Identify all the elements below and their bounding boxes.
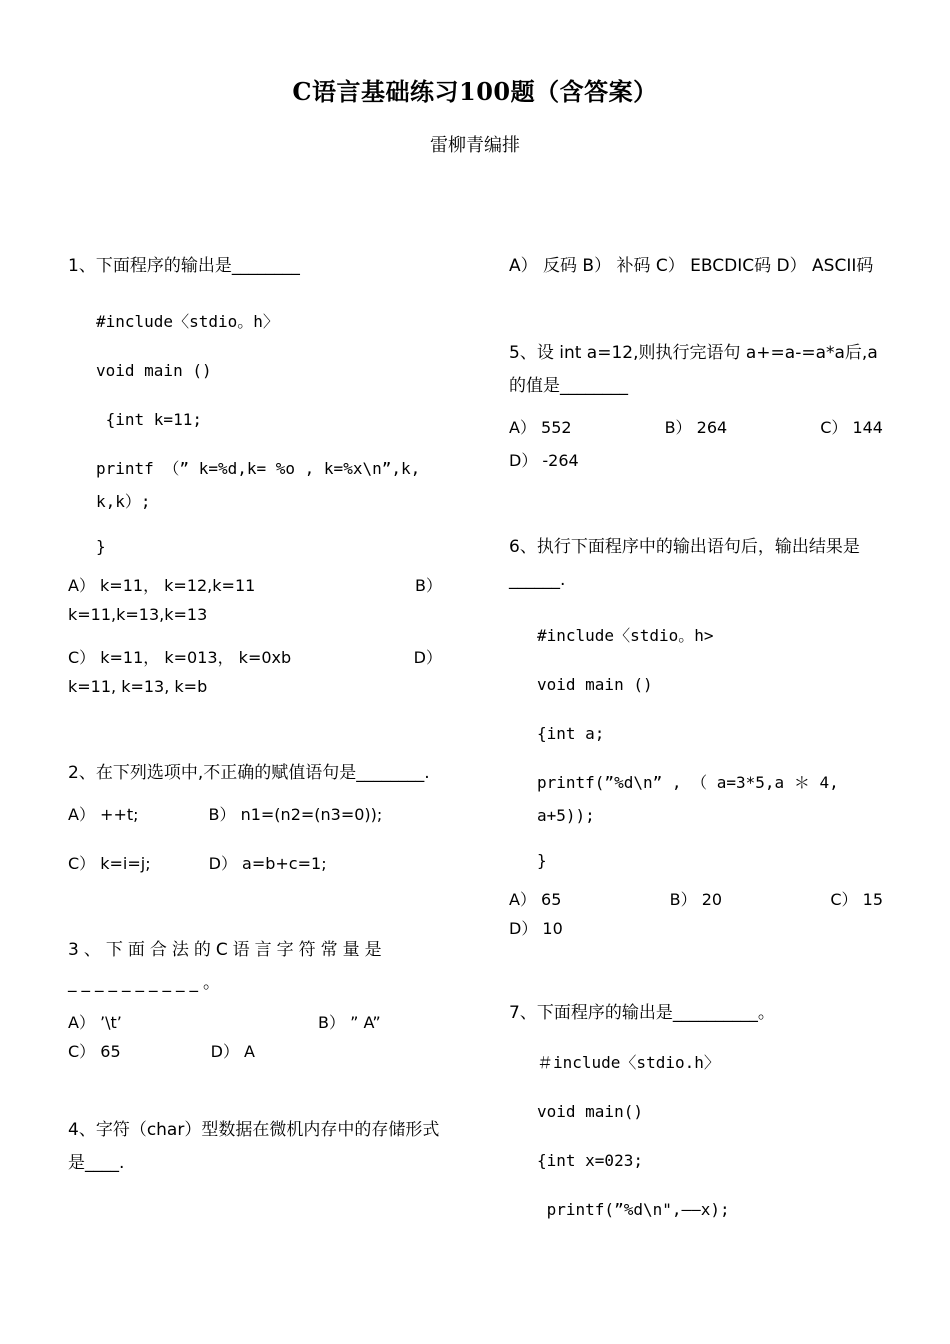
q3-options-row-2 [68, 1037, 442, 1066]
q7-code-line-4: printf(”%d\n",——x); [537, 1200, 730, 1219]
q2-options-row-1 [68, 800, 442, 829]
document-author: 雷柳青编排 [430, 135, 520, 156]
q1-code-line-2: void main () [96, 361, 212, 380]
question-4 [68, 1114, 442, 1180]
question-3-stem: 3、下面合法的C语言字符常量是__________。 [68, 940, 387, 993]
q6-code-line-2: void main () [537, 675, 653, 694]
question-6-stem: 6、执行下面程序中的输出语句后，输出结果是______. [509, 537, 860, 590]
q1-code-line-5: } [96, 537, 106, 556]
right-column [509, 250, 883, 1234]
q5-options-row [509, 413, 883, 442]
q2-options-row-2 [68, 849, 442, 878]
question-2 [68, 757, 442, 878]
q1-code-line-1: #include〈stdio。h〉 [96, 312, 279, 331]
q5-option-c: C） 144 [820, 418, 883, 437]
q1-option-a: A） k=11， k=12,k=11 [68, 576, 256, 595]
q2-option-b: B） n1=(n2=(n3=0)); [208, 805, 383, 824]
q1-code-line-4: printf （” k=%d,k= %o , k=%x\n”,k, k,k）; [96, 459, 421, 511]
q1-code-line-3: {int k=11; [96, 410, 202, 429]
question-2-stem: 2、在下列选项中,不正确的赋值语句是________. [68, 763, 430, 783]
q6-option-c: C） 15 [830, 890, 883, 909]
q1-option-b-value: k=11,k=13,k=13 [68, 605, 208, 624]
q7-code-line-3: {int x=023; [537, 1151, 643, 1170]
q1-option-c: C） k=11， k=013， k=0xb [68, 648, 292, 667]
q6-code-line-1: #include〈stdio。h> [537, 626, 714, 645]
q6-code-line-3: {int a; [537, 724, 605, 743]
question-5-stem: 5、设 int a=12,则执行完语句 a+=a-=a*a后,a的值是________ [509, 343, 878, 396]
question-1 [68, 250, 442, 701]
question-3 [68, 934, 442, 1066]
q1-option-d-value: k=11, k=13, k=b [68, 677, 208, 696]
q5-option-d: D） -264 [509, 451, 579, 470]
question-7-stem: 7、下面程序的输出是__________。 [509, 1003, 775, 1023]
q1-option-d: D） [413, 648, 442, 667]
q3-option-c: C） 65 [68, 1042, 121, 1061]
q6-code-line-4: printf(”%d\n” , （ a=3*5,a ＊ 4, a+5)); [537, 773, 839, 825]
q3-option-b: B） ” A” [318, 1013, 381, 1032]
q5-option-a: A） 552 [509, 418, 572, 437]
q6-option-a: A） 65 [509, 890, 562, 909]
q3-options-row-1 [68, 1008, 442, 1037]
q6-option-d: D） 10 [509, 919, 563, 938]
q1-options-row-2 [68, 643, 442, 672]
q6-option-b: B） 20 [669, 890, 723, 909]
q4-options: A） 反码 B） 补码 C） EBCDIC码 D） ASCII码 [509, 256, 874, 276]
q3-option-a: A） ’\t’ [68, 1013, 122, 1032]
question-6 [509, 531, 883, 943]
left-column [68, 250, 442, 1180]
q2-option-c: C） k=i=j; [68, 854, 151, 873]
question-1-stem: 1、下面程序的输出是________ [68, 256, 300, 276]
q2-option-d: D） a=b+c=1; [208, 854, 327, 873]
q3-option-d: D） A [210, 1042, 255, 1061]
q6-options-row [509, 885, 883, 914]
q1-options-row-1 [68, 571, 442, 600]
question-7 [509, 997, 883, 1234]
question-4-stem: 4、字符（char）型数据在微机内存中的存储形式是____. [68, 1120, 440, 1173]
q5-option-b: B） 264 [664, 418, 728, 437]
document-title: C语言基础练习100题（含答案） [292, 77, 658, 106]
q7-code-line-2: void main() [537, 1102, 643, 1121]
question-5 [509, 337, 883, 475]
q2-option-a: A） ++t; [68, 805, 139, 824]
q6-code-line-5: } [537, 851, 547, 870]
q7-code-line-1: ＃include〈stdio.h〉 [537, 1053, 720, 1072]
q1-option-b: B） [415, 576, 442, 595]
